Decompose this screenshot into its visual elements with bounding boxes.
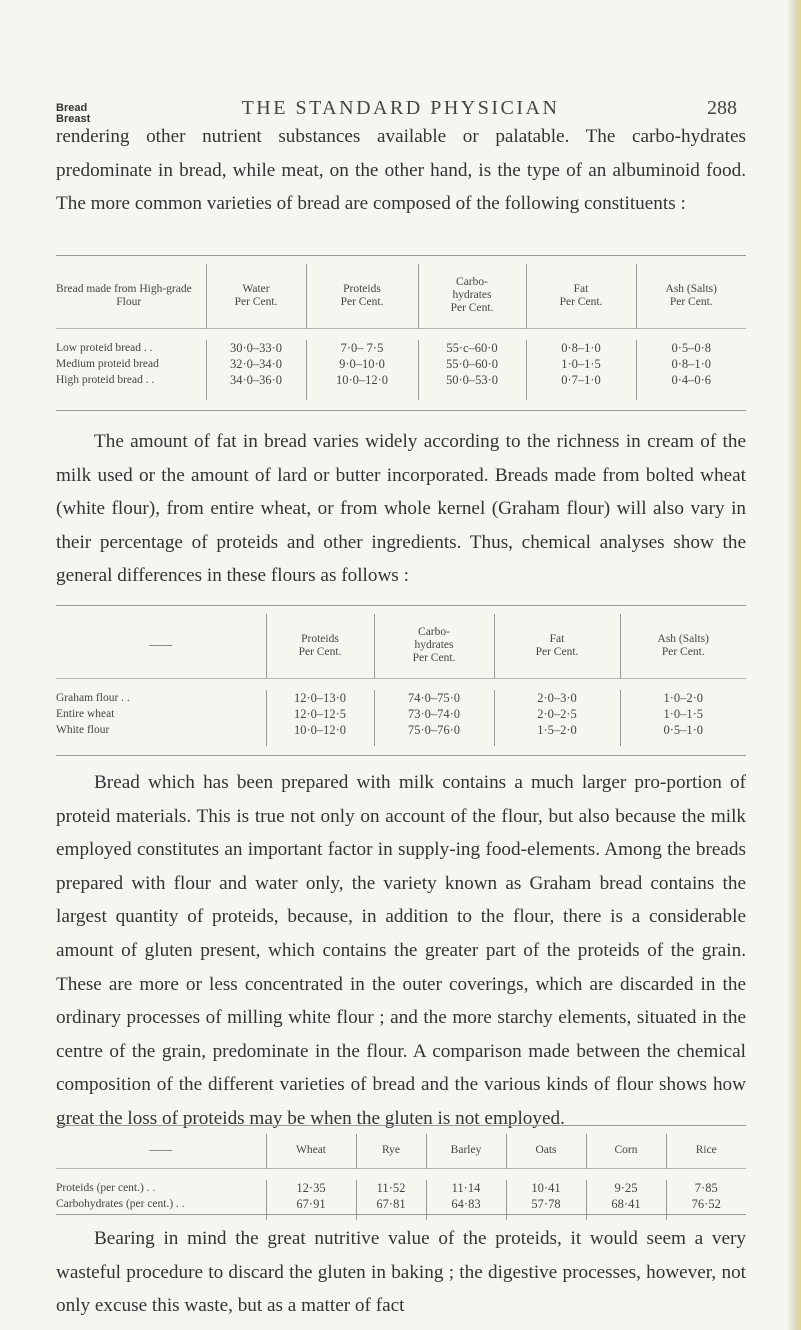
table1-cell-water: 30·0–33·0 [206,340,306,356]
table2-cell-carbo: 75·0–76·0 [374,722,494,746]
side-heading-line-2: Breast [56,113,91,125]
table2-cell-ash: 1·0–2·0 [620,690,746,706]
table2-header-carbo-line3: Per Cent. [412,652,456,665]
table3-cell-corn: 9·25 [586,1180,666,1196]
table1-cell-fat: 1·0–1·5 [526,356,636,372]
table1-row-label: Low proteid bread . . [56,342,153,354]
table1-top-rule [56,255,746,256]
table3-header-blank: —— [149,1144,173,1157]
table1-header-fat [526,264,636,328]
table1-cell-water: 34·0–36·0 [206,372,306,400]
table3-header-rice: Rice [666,1134,746,1168]
table2-row [56,722,746,746]
table2-top-rule [56,605,746,606]
table1-cell-ash: 0·5–0·8 [636,340,746,356]
table2-bottom-rule [56,755,746,756]
table-grain-comparison [56,1134,746,1220]
table1-cell-ash: 0·4–0·6 [636,372,746,400]
table1-cell-proteids: 7·0– 7·5 [306,340,418,356]
table1-header-proteids [306,264,418,328]
table2-header-carbo-line1: Carbo- [418,626,450,639]
table2-cell-fat: 2·0–2·5 [494,706,620,722]
table3-cell-rice: 7·85 [666,1180,746,1196]
table2-cell-ash: 1·0–1·5 [620,706,746,722]
table3-cell-oats: 57·78 [506,1196,586,1220]
table2-header-fat [494,614,620,678]
table1-header-fat-line1: Fat [573,282,589,295]
table1-row [56,372,746,400]
table2-row [56,706,746,722]
table1-cell-water: 32·0–34·0 [206,356,306,372]
table3-cell-corn: 68·41 [586,1196,666,1220]
paragraph-2: The amount of fat in bread varies widely according to the richness in cream of the milk used or the amount of lard or butter incorporated. Breads made from bolted wheat (white flour), from entire wheat, or from whole kernel (Graham flour) will also vary in their percentage of proteids and other ingredients. Thus, chemical analyses show the general differences in these flours as follows : [56,431,746,587]
table3-cell-rice: 76·52 [666,1196,746,1220]
table2-row-label: Graham flour . . [56,692,130,704]
table1-cell-fat: 0·7–1·0 [526,372,636,400]
table2-cell-proteids: 10·0–12·0 [266,722,374,746]
paragraph-3: Bread which has been prepared with milk contains a much larger pro-portion of proteid materials. This is true not only on account of the flour, but also because the milk employed constitutes an important factor in supply-ing food-elements. Among the breads prepared with flour and water only, the variety known as Graham bread contains the largest quantity of proteids, because, in addition to the flour, there is a considerable amount of gluten present, which contains the greater part of the proteids of the grain. These are more or less concentrated in the outer coverings, which are discarded in the ordinary processes of milling white flour ; and the more starchy elements, situated in the centre of the grain, predominate in the flour. A comparison made between the chemical composition of the different varieties of bread and the various kinds of flour shows how great the loss of proteids may be when the gluten is not employed. [56,772,746,1129]
table1-header-carbo-line2: hydrates [452,289,492,302]
table1-header-water [206,264,306,328]
table1-row [56,356,746,372]
paragraph-1: rendering other nutrient substances available or palatable. The carbo-hydrates predominate in bread, while meat, on the other hand, is the type of an albuminoid food. The more common varieties of bread are composed of the following constituents : [56,126,746,215]
page-number: 288 [707,97,737,119]
table1-cell-ash: 0·8–1·0 [636,356,746,372]
table1-header-water-line2: Per Cent. [234,295,278,308]
table3-bottom-rule [56,1214,746,1215]
table1-row [56,340,746,356]
table1-header-ash-line1: Ash (Salts) [665,282,717,295]
table-bread-constituents [56,264,746,400]
table2-cell-proteids: 12·0–12·5 [266,706,374,722]
table2-cell-carbo: 74·0–75·0 [374,690,494,706]
table1-cell-fat: 0·8–1·0 [526,340,636,356]
table2-cell-ash: 0·5–1·0 [620,722,746,746]
table1-header-proteids-line1: Proteids [343,282,381,295]
table2-header-ash [620,614,746,678]
table3-cell-rye: 67·81 [356,1196,426,1220]
table1-cell-carbo: 55·c–60·0 [418,340,526,356]
table1-header-fat-line2: Per Cent. [559,295,603,308]
table1-header-carbo-line1: Carbo- [456,276,488,289]
table1-bottom-rule [56,410,746,411]
table1-cell-carbo: 50·0–53·0 [418,372,526,400]
page-edge [787,0,801,1330]
table1-header-flour-line2: Flour [116,295,142,308]
table1-header-row [56,264,746,328]
table2-cell-carbo: 73·0–74·0 [374,706,494,722]
table3-cell-barley: 11·14 [426,1180,506,1196]
table3-row [56,1196,746,1220]
table3-header-barley: Barley [426,1134,506,1168]
table2-header-proteids-line1: Proteids [301,632,339,645]
table3-header-wheat: Wheat [266,1134,356,1168]
table1-header-carbo-line3: Per Cent. [450,302,494,315]
running-title: THE STANDARD PHYSICIAN [241,97,560,119]
table1-header-flour [56,264,206,328]
table-flour-analyses [56,614,746,746]
table2-cell-fat: 1·5–2·0 [494,722,620,746]
table1-header-carbo [418,264,526,328]
table3-row-label: Proteids (per cent.) . . [56,1182,156,1194]
table1-row-label: High proteid bread . . [56,374,155,386]
paragraph-4: Bearing in mind the great nutritive value of the proteids, it would seem a very wasteful procedure to discard the gluten in baking ; the digestive processes, however, not only excuse this waste, but as a matter of fact [56,1228,746,1317]
table3-cell-rye: 11·52 [356,1180,426,1196]
table2-header-carbo [374,614,494,678]
table2-header-row [56,614,746,678]
side-heading-line-1: Bread [56,102,88,114]
table2-cell-proteids: 12·0–13·0 [266,690,374,706]
table2-header-carbo-line2: hydrates [414,639,454,652]
table1-cell-proteids: 10·0–12·0 [306,372,418,400]
table3-cell-wheat: 67·91 [266,1196,356,1220]
table1-header-ash-line2: Per Cent. [669,295,713,308]
table3-cell-oats: 10·41 [506,1180,586,1196]
table3-cell-barley: 64·83 [426,1196,506,1220]
table1-header-water-line1: Water [242,282,270,295]
table3-header-corn: Corn [586,1134,666,1168]
table3-header-rye: Rye [356,1134,426,1168]
table2-header-proteids [266,614,374,678]
table1-header-proteids-line2: Per Cent. [340,295,384,308]
table3-cell-wheat: 12·35 [266,1180,356,1196]
table2-header-blank: —— [149,639,173,652]
table2-header-proteids-line2: Per Cent. [298,645,342,658]
table1-header-flour-line1: Bread made from High-grade [56,282,192,295]
table2-header-ash-line1: Ash (Salts) [657,632,709,645]
table1-cell-carbo: 55·0–60·0 [418,356,526,372]
table2-header-fat-line2: Per Cent. [535,645,579,658]
table3-row [56,1180,746,1196]
table3-header-row [56,1134,746,1168]
table1-cell-proteids: 9·0–10·0 [306,356,418,372]
table3-top-rule [56,1125,746,1126]
table3-header-oats: Oats [506,1134,586,1168]
table2-cell-fat: 2·0–3·0 [494,690,620,706]
table2-row-label: Entire wheat [56,708,115,720]
table2-row [56,690,746,706]
table1-row-label: Medium proteid bread [56,358,159,370]
table1-header-ash [636,264,746,328]
table2-row-label: White flour [56,724,110,736]
table2-header-ash-line2: Per Cent. [661,645,705,658]
table2-header-fat-line1: Fat [549,632,565,645]
table3-row-label: Carbohydrates (per cent.) . . [56,1198,185,1210]
